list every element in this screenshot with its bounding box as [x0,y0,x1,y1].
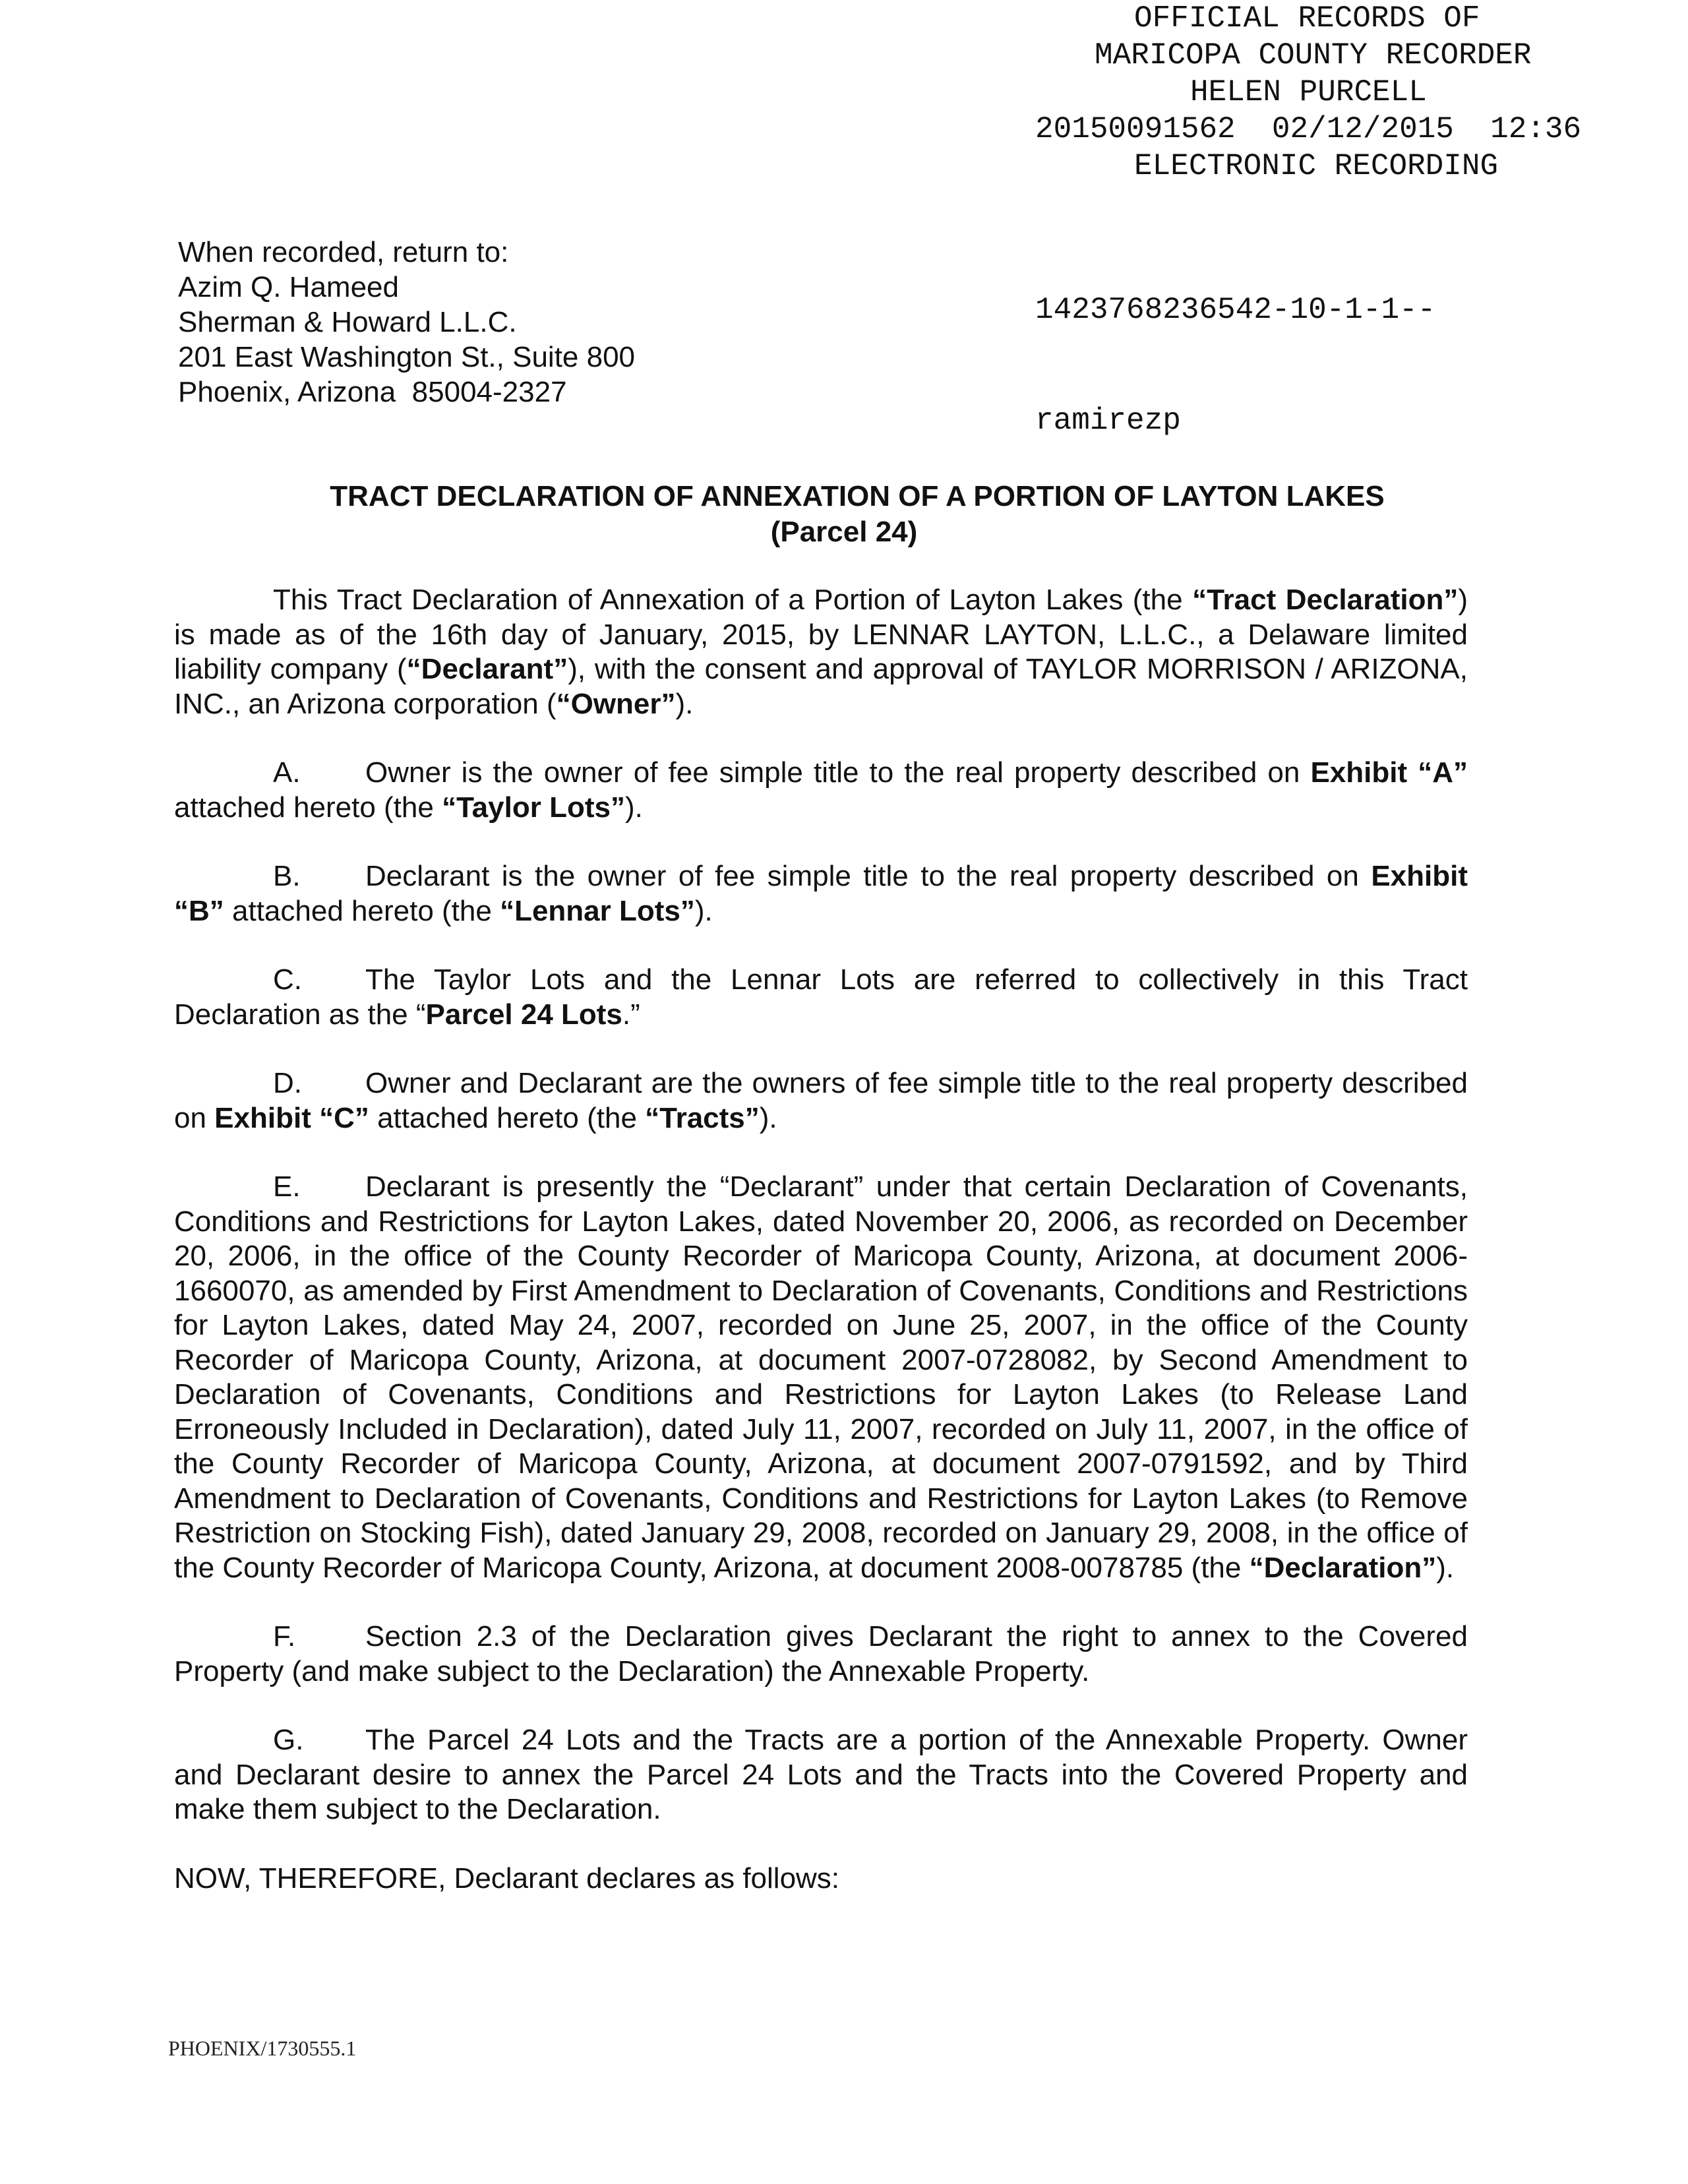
closing-statement: NOW, THEREFORE, Declarant declares as follows: [174,1862,840,1895]
document-title [0,479,1688,550]
document-body [174,583,1468,1930]
return-city: Phoenix, Arizona 85004-2327 [178,376,567,408]
recorder-stamp [1015,0,1675,185]
document-id-line-1: 1423768236542-10-1-1-- [1035,293,1436,327]
stamp-line-2: MARICOPA COUNTY RECORDER [1095,38,1532,73]
document-id [1035,218,1435,513]
stamp-line-4: 20150091562 02/12/2015 12:36 [1035,112,1582,146]
return-address-block [178,235,635,410]
recital-g: G. The Parcel 24 Lots and the Tracts are a portion of the Annexable Property. Owner and Declarant desire to annex the Parcel 24 Lots and the Tracts into the Covered Property and make them subject to the Declaration. [174,1724,1468,1825]
stamp-line-5: ELECTRONIC RECORDING [1134,149,1499,183]
recital-e: E. Declarant is presently the “Declarant” under that certain Declaration of Covenants, Conditions and Restrictions for Layton Lakes, dated November 20, 2006, as recorded on December 20, 2006, in the office of the County Recorder of Maricopa County, Arizona, at document 2006-1660070, as amended by First Amendment to Declaration of Covenants, Conditions and Restrictions for Layton Lakes, dated May 24, 2007, recorded on June 25, 2007, in the office of the County Recorder of Maricopa County, Arizona, at document 2007-0728082, by Second Amendment to Declaration of Covenants, Conditions and Restrictions for Layton Lakes (to Release Land Erroneously Included in Declaration), dated July 11, 2007, recorded on July 11, 2007, in the office of the County Recorder of Maricopa County, Arizona, at document 2007-0791592, and by Third Amendment to Declaration of Covenants, Conditions and Restrictions for Layton Lakes (to Remove Restriction on Stocking Fish), dated January 29, 2008, recorded on January 29, 2008, in the office of the County Recorder of Maricopa County, Arizona, at document 2008-0078785 (the “Declaration”). [174,1170,1468,1584]
return-street: 201 East Washington St., Suite 800 [178,341,636,373]
document-id-line-2: ramirezp [1035,404,1181,438]
recital-f: F. Section 2.3 of the Declaration gives Declarant the right to annex to the Covered Property (and make subject to the Declaration) the Annexable Property. [174,1620,1468,1687]
recital-d: D. Owner and Declarant are the owners of fee simple title to the real property described on Exhibit “C” attached hereto (the “Tracts”). [174,1067,1468,1134]
intro-paragraph: This Tract Declaration of Annexation of a Portion of Layton Lakes (the “Tract Declaration”) is made as of the 16th day of January, 2015, by LENNAR LAYTON, L.L.C., a Delaware limited liability company (“Declarant”), with the consent and approval of TAYLOR MORRISON / ARIZONA, INC., an Arizona corporation (“Owner”). [174,584,1468,720]
return-firm: Sherman & Howard L.L.C. [178,306,517,338]
stamp-line-1: OFFICIAL RECORDS OF [1134,1,1480,36]
return-name: Azim Q. Hameed [178,271,399,303]
stamp-line-3: HELEN PURCELL [1190,75,1427,109]
document-footer-id: PHOENIX/1730555.1 [168,2036,357,2060]
recital-a: A. Owner is the owner of fee simple title to the real property described on Exhibit “A” attached hereto (the “Taylor Lots”). [174,756,1468,824]
recital-b: B. Declarant is the owner of fee simple title to the real property described on Exhibit “B” attached hereto (the “Lennar Lots”). [174,860,1468,927]
title-line-2: (Parcel 24) [770,516,918,548]
title-line-1: TRACT DECLARATION OF ANNEXATION OF A PORTION OF LAYTON LAKES [330,480,1385,512]
recital-c: C. The Taylor Lots and the Lennar Lots are referred to collectively in this Tract Declaration as the “Parcel 24 Lots.” [174,963,1468,1031]
return-label: When recorded, return to: [178,236,509,268]
